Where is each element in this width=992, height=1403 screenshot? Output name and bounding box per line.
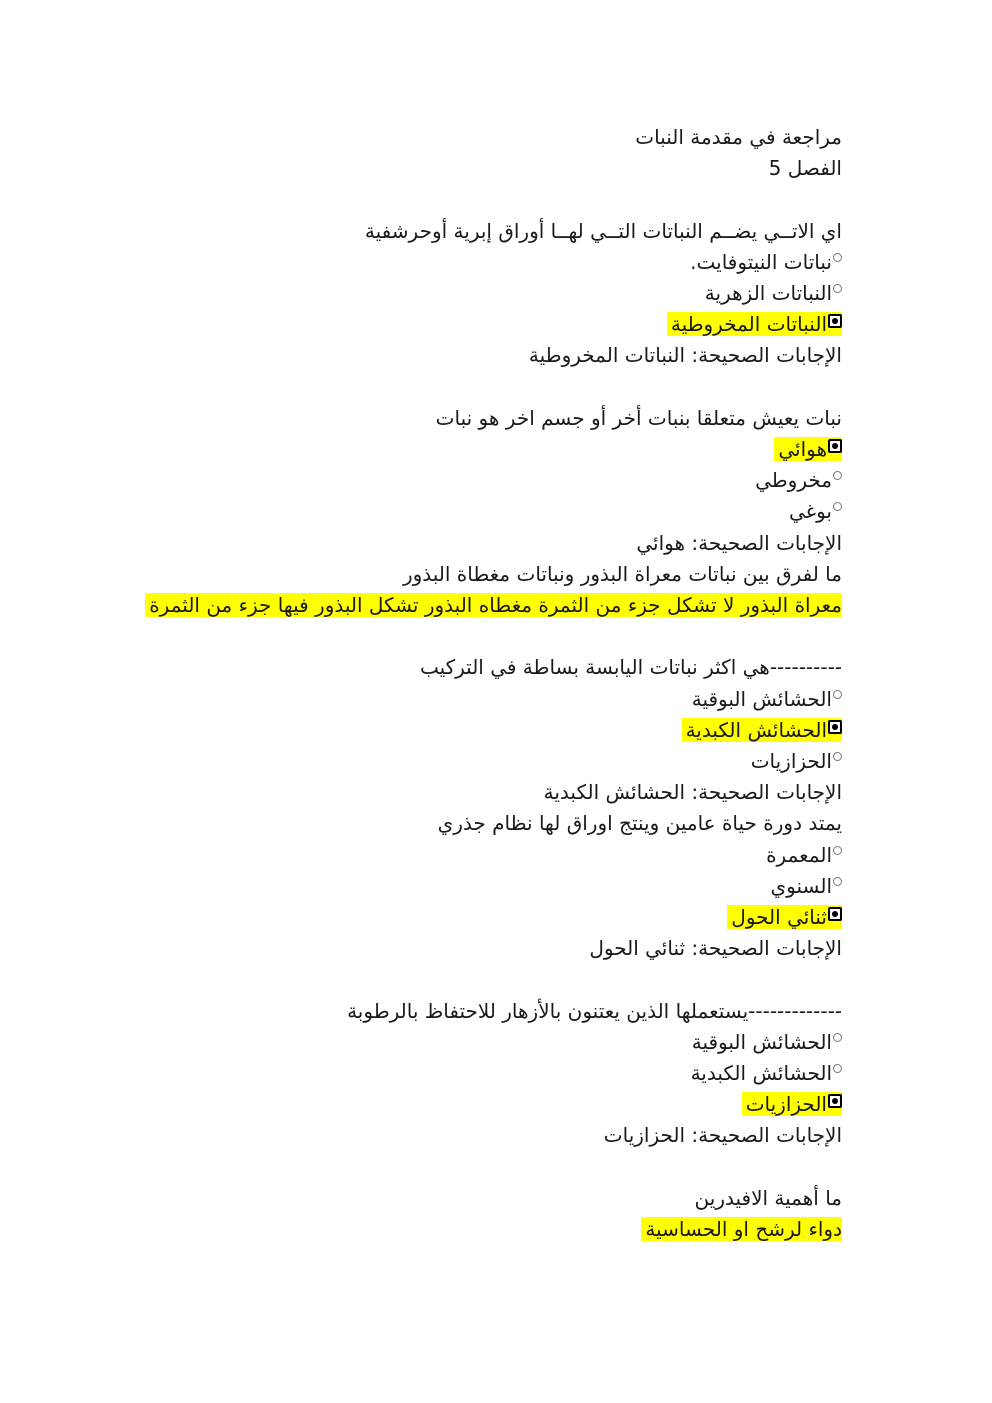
q5-correct-answer: الإجابات الصحيحة: ثنائي الحول: [589, 936, 842, 961]
question-2-text: نبات يعيش متعلقا بنبات أخر أو جسم اخر هو نبات: [435, 405, 842, 430]
q4-option-3[interactable]: [142, 746, 842, 777]
q4-option-3-label: الحزازيات: [750, 749, 832, 774]
radio-unselected-icon[interactable]: [833, 253, 842, 262]
radio-selected-icon[interactable]: [828, 1094, 842, 1108]
radio-unselected-icon[interactable]: [833, 1064, 842, 1073]
q6-option-3[interactable]: [142, 1089, 842, 1120]
q7-answer-line: [142, 1214, 842, 1245]
q5-option-1[interactable]: [142, 840, 842, 871]
document-title: مراجعة في مقدمة النبات: [635, 125, 842, 149]
q6-correct-answer: الإجابات الصحيحة: الحزازيات: [603, 1123, 842, 1148]
radio-selected-icon[interactable]: [828, 314, 842, 328]
q1-option-3[interactable]: [142, 309, 842, 340]
q2-correct-answer: الإجابات الصحيحة: هوائي: [636, 530, 842, 555]
question-7-text: ما أهمية الافيدرين: [694, 1185, 842, 1210]
q4-correct-answer: الإجابات الصحيحة: الحشائش الكبدية: [543, 780, 842, 805]
q4-option-1-label: الحشائش البوقية: [691, 686, 832, 711]
q1-option-2[interactable]: [142, 278, 842, 309]
radio-unselected-icon[interactable]: [833, 284, 842, 293]
q2-option-1-label: هوائي: [778, 437, 827, 461]
q6-option-1-label: الحشائش البوقية: [691, 1029, 832, 1054]
q1-option-1[interactable]: [142, 247, 842, 278]
q1-correct-answer: الإجابات الصحيحة: النباتات المخروطية: [528, 343, 842, 368]
question-4-text: ----------هي اكثر نباتات اليابسة بساطة في التركيب: [419, 655, 842, 680]
q2-option-3-label: بوغي: [788, 499, 832, 524]
radio-unselected-icon[interactable]: [833, 752, 842, 761]
radio-unselected-icon[interactable]: [833, 690, 842, 699]
q2-option-1[interactable]: [142, 434, 842, 465]
q5-option-3-label: ثنائي الحول: [731, 905, 827, 930]
q4-option-2[interactable]: [142, 715, 842, 746]
document-body: [142, 122, 842, 1245]
q5-option-2-label: السنوي: [770, 873, 832, 898]
q6-option-1[interactable]: [142, 1027, 842, 1058]
q4-option-2-label: الحشائش الكبدية: [685, 717, 827, 742]
radio-unselected-icon[interactable]: [833, 846, 842, 855]
q5-option-1-label: المعمرة: [766, 842, 832, 867]
q4-option-1[interactable]: [142, 684, 842, 715]
q5-option-3[interactable]: [142, 902, 842, 933]
q7-answer-text: دواء لرشح او الحساسية: [641, 1217, 842, 1241]
q2-option-2[interactable]: [142, 465, 842, 496]
radio-unselected-icon[interactable]: [833, 1033, 842, 1042]
radio-unselected-icon[interactable]: [833, 877, 842, 886]
radio-selected-icon[interactable]: [828, 720, 842, 734]
question-3-text: ما لفرق بين نباتات معراة البذور ونباتات مغطاة البذور: [402, 561, 842, 586]
q6-option-3-label: الحزازيات: [745, 1092, 827, 1117]
question-1-text: اي الاتــي يضــم النباتات التــي لهــا أوراق إبرية أوحرشفية: [364, 218, 842, 243]
q2-option-2-label: مخروطي: [755, 468, 832, 493]
q2-option-3[interactable]: [142, 496, 842, 527]
question-6-text: -------------يستعملها الذين يعتنون بالأزهار للاحتفاظ بالرطوبة: [347, 998, 842, 1023]
q6-option-2-label: الحشائش الكبدية: [690, 1061, 832, 1086]
q1-option-2-label: النباتات الزهرية: [704, 281, 832, 305]
radio-selected-icon[interactable]: [828, 439, 842, 453]
radio-unselected-icon[interactable]: [833, 471, 842, 480]
q3-answer-text: معراة البذور لا تشكل جزء من الثمرة مغطاه البذور تشكل البذور فيها جزء من الثمرة: [142, 590, 842, 621]
chapter-label: الفصل 5: [768, 156, 842, 181]
radio-selected-icon[interactable]: [828, 907, 842, 921]
q5-option-2[interactable]: [142, 871, 842, 902]
radio-unselected-icon[interactable]: [833, 502, 842, 511]
q6-option-2[interactable]: [142, 1058, 842, 1089]
q1-option-1-label: نباتات النيتوفايت.: [690, 249, 832, 274]
q1-option-3-label: النباتات المخروطية: [670, 312, 827, 337]
question-5-text: يمتد دورة حياة عامين وينتج اوراق لها نظام جذري: [437, 811, 842, 836]
